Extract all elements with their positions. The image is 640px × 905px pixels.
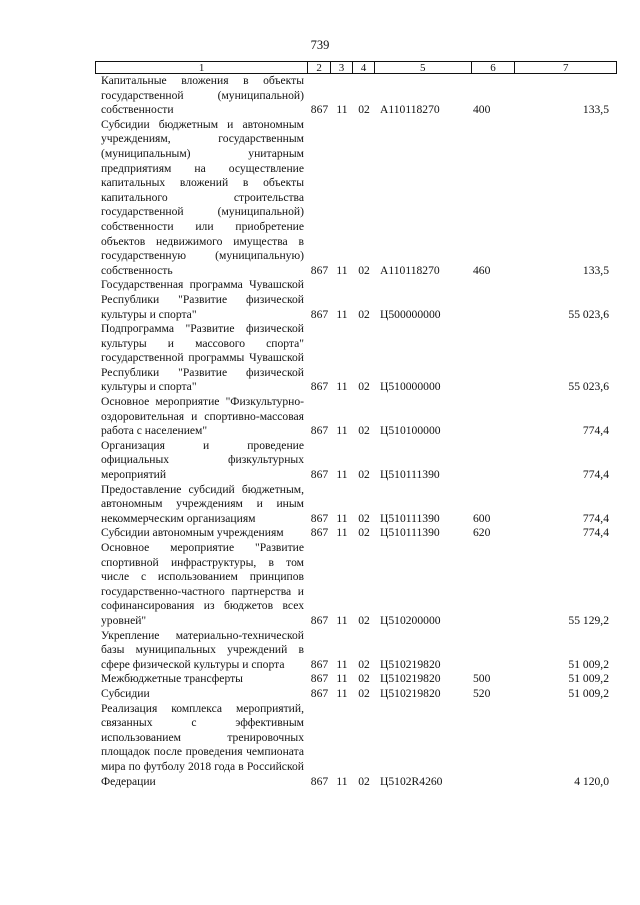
table-body xyxy=(95,74,617,789)
row-target-item: Ц500000000 xyxy=(380,307,441,321)
row-description: Реализация комплекса мероприятий, связанных с эффективным использованием тренировочных площадок после проведения чемпионата мира по футболу 2018 года в Российской Федерации xyxy=(101,701,304,788)
row-amount: 774,4 xyxy=(582,511,609,525)
row-description: Субсидии автономным учреждениям xyxy=(101,526,284,540)
row-description: Укрепление материально-технической базы муниципальных учреждений в сфере физической культуры и спорта xyxy=(101,628,304,671)
row-description: Основное мероприятие "Развитие спортивной инфраструктуры, в том числе с использованием принципов государственно-частного партнерства и софинансирования из бюджетов всех уровней" xyxy=(101,541,304,627)
page-number: 739 xyxy=(310,38,330,52)
row-admin-code: 867 xyxy=(310,686,329,700)
table-row xyxy=(95,74,617,118)
row-amount: 774,4 xyxy=(582,526,609,540)
header-col-6: 6 xyxy=(472,62,516,73)
row-subsection: 02 xyxy=(358,468,370,482)
row-subsection: 02 xyxy=(358,657,370,671)
header-col-7: 7 xyxy=(562,62,569,74)
row-target-item: А110118270 xyxy=(380,103,440,117)
row-target-item: Ц510219820 xyxy=(380,657,441,671)
header-col-2: 2 xyxy=(308,62,331,73)
row-subsection: 02 xyxy=(358,424,370,438)
row-section: 11 xyxy=(336,672,348,686)
row-subsection: 02 xyxy=(358,511,370,525)
row-amount: 51 009,2 xyxy=(568,686,609,700)
row-admin-code: 867 xyxy=(310,424,329,438)
row-subsection: 02 xyxy=(358,686,370,700)
table-row xyxy=(95,322,617,395)
table-row xyxy=(95,439,617,483)
row-target-item: Ц510111390 xyxy=(380,511,440,525)
table-row xyxy=(95,541,617,629)
row-section: 11 xyxy=(336,526,348,540)
row-expense-type: 400 xyxy=(473,103,491,117)
row-subsection: 02 xyxy=(358,526,370,540)
row-description: Межбюджетные трансферты xyxy=(101,672,243,686)
header-col-3: 3 xyxy=(331,62,353,73)
row-target-item: Ц510100000 xyxy=(380,424,441,438)
row-amount: 774,4 xyxy=(582,468,609,482)
row-subsection: 02 xyxy=(358,774,370,788)
row-target-item: Ц510219820 xyxy=(380,672,441,686)
row-subsection: 02 xyxy=(358,307,370,321)
row-target-item: Ц5102R4260 xyxy=(380,774,443,788)
row-target-item: Ц510111390 xyxy=(380,468,440,482)
row-target-item: Ц510200000 xyxy=(380,613,441,627)
row-description: Предоставление субсидий бюджетным, автономным учреждениям и иным некоммерческим организациям xyxy=(101,482,304,525)
row-expense-type: 500 xyxy=(473,672,491,686)
table-row xyxy=(95,118,617,279)
row-description: Организация и проведение официальных физкультурных мероприятий xyxy=(101,438,304,482)
row-subsection: 02 xyxy=(358,613,370,627)
row-expense-type: 520 xyxy=(473,686,491,700)
row-admin-code: 867 xyxy=(310,657,329,671)
header-col-4: 4 xyxy=(353,62,375,73)
table-row xyxy=(95,278,617,322)
row-description: Основное мероприятие "Физкультурно-оздоровительная и спортивно-массовая работа с населением" xyxy=(101,395,304,438)
row-section: 11 xyxy=(336,657,348,671)
row-amount: 55 023,6 xyxy=(568,307,609,321)
row-description: Государственная программа Чувашской Республики "Развитие физической культуры и спорта" xyxy=(101,278,304,321)
row-subsection: 02 xyxy=(358,263,370,277)
row-admin-code: 867 xyxy=(310,263,329,277)
row-section: 11 xyxy=(336,468,348,482)
row-amount: 4 120,0 xyxy=(574,774,609,788)
row-subsection: 02 xyxy=(358,672,370,686)
row-admin-code: 867 xyxy=(310,380,329,394)
row-target-item: Ц510000000 xyxy=(380,380,441,394)
row-expense-type: 620 xyxy=(473,526,491,540)
table-row xyxy=(95,483,617,527)
row-expense-type: 600 xyxy=(473,511,491,525)
row-amount: 51 009,2 xyxy=(568,657,609,671)
row-description: Субсидии xyxy=(101,686,150,700)
row-section: 11 xyxy=(336,307,348,321)
row-section: 11 xyxy=(336,103,348,117)
header-col-5: 5 xyxy=(375,62,472,73)
row-admin-code: 867 xyxy=(310,774,329,788)
table-row xyxy=(95,702,617,790)
row-admin-code: 867 xyxy=(310,468,329,482)
row-section: 11 xyxy=(336,686,348,700)
row-admin-code: 867 xyxy=(310,511,329,525)
row-amount: 133,5 xyxy=(582,103,609,117)
row-admin-code: 867 xyxy=(310,307,329,321)
row-amount: 133,5 xyxy=(582,263,609,277)
row-description: Капитальные вложения в объекты государственной (муниципальной) собственности xyxy=(101,74,304,117)
budget-table xyxy=(95,61,617,789)
row-expense-type: 460 xyxy=(473,263,491,277)
row-target-item: А110118270 xyxy=(380,263,440,277)
table-row xyxy=(95,672,617,687)
row-target-item: Ц510111390 xyxy=(380,526,440,540)
row-section: 11 xyxy=(336,774,348,788)
row-amount: 51 009,2 xyxy=(568,672,609,686)
row-admin-code: 867 xyxy=(310,103,329,117)
row-amount: 55 129,2 xyxy=(568,613,609,627)
row-description: Подпрограмма "Развитие физической культуры и массового спорта" государственной программы Чувашской Республики "Развитие физической культуры и спорта" xyxy=(101,322,304,394)
row-section: 11 xyxy=(336,424,348,438)
table-header xyxy=(95,61,617,74)
row-admin-code: 867 xyxy=(310,672,329,686)
row-section: 11 xyxy=(336,511,348,525)
row-amount: 774,4 xyxy=(582,424,609,438)
table-row xyxy=(95,629,617,673)
row-section: 11 xyxy=(336,613,348,627)
row-section: 11 xyxy=(336,263,348,277)
row-description: Субсидии бюджетным и автономным учреждениям, государственным (муниципальным) унитарным предприятиям на осуществление капитальных вложений в объекты капитального строительства государственной (муниципальной) собственности или приобретение объектов недвижимого имущества в государственную (муниципальную) собственность xyxy=(101,117,304,277)
table-row xyxy=(95,687,617,702)
row-amount: 55 023,6 xyxy=(568,380,609,394)
row-subsection: 02 xyxy=(358,380,370,394)
header-col-1: 1 xyxy=(96,62,308,73)
row-admin-code: 867 xyxy=(310,613,329,627)
row-target-item: Ц510219820 xyxy=(380,686,441,700)
table-row xyxy=(95,395,617,439)
table-row xyxy=(95,526,617,541)
row-section: 11 xyxy=(336,380,348,394)
row-admin-code: 867 xyxy=(310,526,329,540)
row-subsection: 02 xyxy=(358,103,370,117)
